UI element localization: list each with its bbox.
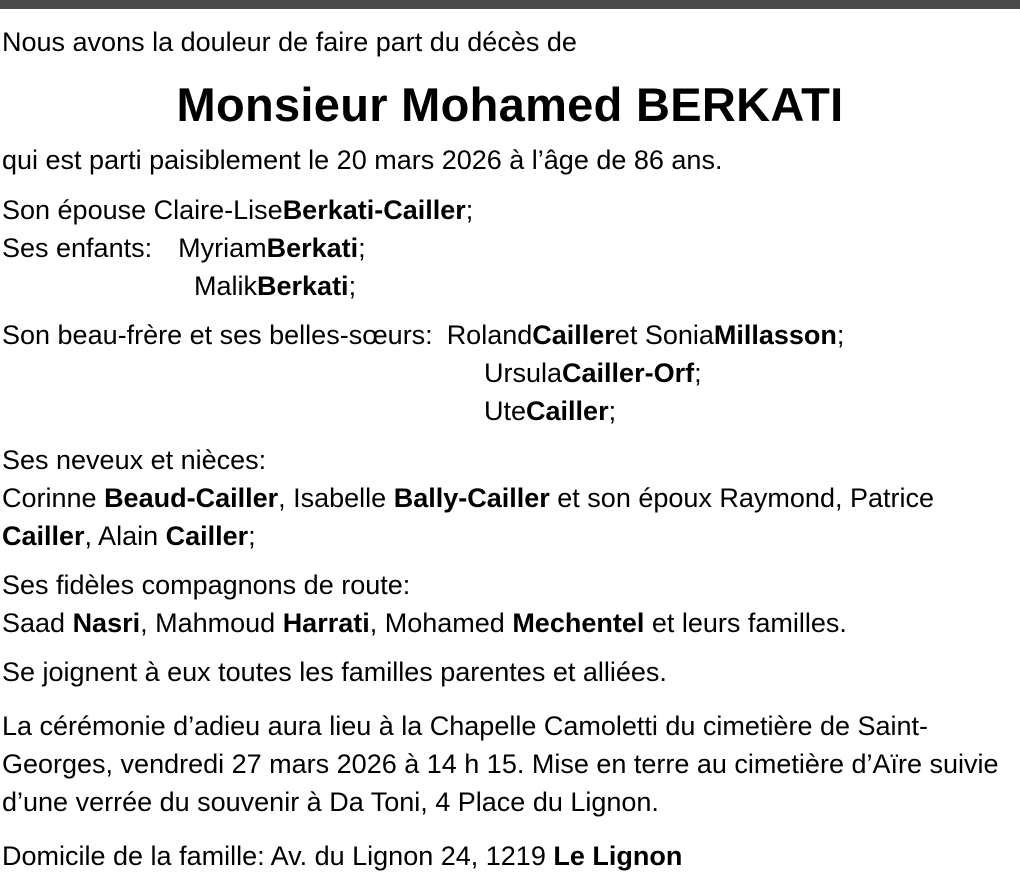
in-law-bold-1b: Millasson bbox=[713, 320, 837, 350]
in-law-pre-1: Roland bbox=[446, 320, 533, 350]
companions-text bbox=[2, 604, 1018, 642]
spouse-row bbox=[2, 191, 1018, 229]
child-last-name-1: Berkati bbox=[266, 233, 359, 263]
child-suffix-1: ; bbox=[358, 233, 366, 263]
in-law-bold-1a: Cailler bbox=[532, 320, 615, 350]
nephews-part-2: , Isabelle bbox=[278, 483, 394, 513]
intro-line: Nous avons la douleur de faire part du décès de bbox=[2, 27, 577, 57]
notice-body bbox=[0, 23, 1020, 875]
companions-block bbox=[2, 566, 1018, 642]
children-row-1 bbox=[2, 229, 1018, 267]
top-divider-rule bbox=[0, 0, 1020, 9]
children-label: Ses enfants: bbox=[2, 233, 153, 263]
in-law-suffix-3: ; bbox=[608, 396, 617, 426]
in-laws-block bbox=[2, 316, 1018, 430]
child-last-name-2: Berkati bbox=[257, 271, 349, 301]
in-laws-row-2 bbox=[2, 354, 1018, 392]
nephews-part-5: Cailler bbox=[2, 521, 85, 551]
in-law-pre-3: Ute bbox=[484, 396, 527, 426]
in-law-mid-1: et Sonia bbox=[614, 320, 714, 350]
passing-line: qui est parti paisiblement le 20 mars 2026 à l’âge de 86 ans. bbox=[2, 145, 723, 175]
in-laws-label: Son beau-frère et ses belles-sœurs: bbox=[2, 320, 433, 350]
children-row-2 bbox=[2, 267, 1018, 305]
nephews-part-7: Cailler bbox=[165, 521, 249, 551]
spouse-suffix: ; bbox=[465, 195, 474, 225]
in-law-suffix-2: ; bbox=[694, 358, 702, 388]
companions-part-0: Saad bbox=[2, 608, 73, 638]
in-laws-row-1 bbox=[2, 316, 1018, 354]
companions-part-4: , Mohamed bbox=[369, 608, 513, 638]
nephews-part-3: Bally-Cailler bbox=[393, 483, 550, 513]
child-first-name-2: Malik bbox=[194, 271, 258, 301]
families-line: Se joignent à eux toutes les familles parentes et alliées. bbox=[2, 657, 667, 687]
in-law-pre-2: Ursula bbox=[484, 358, 563, 388]
family-address-locality: Le Lignon bbox=[553, 841, 683, 871]
ceremony-paragraph: La cérémonie d’adieu aura lieu à la Chapelle Camoletti du cimetière de Saint-Georges, vendredi 27 mars 2026 à 14 h 15. Mise en terre au cimetière d’Aïre suivie d’une verrée du souvenir à Da Toni, 4 Place du Lignon. bbox=[2, 711, 999, 817]
child-first-name-1: Myriam bbox=[178, 233, 267, 263]
nephews-part-6: , Alain bbox=[84, 521, 166, 551]
spouse-name-bold: Berkati-Cailler bbox=[282, 195, 466, 225]
nephews-part-4: et son époux Raymond, Patrice bbox=[549, 483, 934, 513]
companions-part-3: Harrati bbox=[282, 608, 370, 638]
nephews-block bbox=[2, 441, 1018, 555]
companions-part-5: Mechentel bbox=[512, 608, 645, 638]
family-address-prefix: Domicile de la famille: Av. du Lignon 24, 1219 bbox=[2, 841, 554, 871]
spouse-name-plain: Claire-Lise bbox=[153, 195, 283, 225]
spouse-label: Son épouse bbox=[2, 195, 147, 225]
nephews-part-0: Corinne bbox=[2, 483, 105, 513]
in-law-suffix-1: ; bbox=[836, 320, 845, 350]
nephews-label: Ses neveux et nièces: bbox=[2, 445, 267, 475]
child-suffix-2: ; bbox=[348, 271, 357, 301]
spouse-block bbox=[2, 191, 1018, 305]
in-laws-row-3 bbox=[2, 392, 1018, 430]
in-law-bold-2a: Cailler-Orf bbox=[562, 358, 695, 388]
nephews-part-1: Beaud-Cailler bbox=[104, 483, 279, 513]
nephews-text bbox=[2, 479, 1018, 555]
family-address bbox=[2, 837, 1018, 875]
companions-part-1: Nasri bbox=[72, 608, 141, 638]
companions-part-2: , Mahmoud bbox=[140, 608, 283, 638]
deceased-name: Monsieur Mohamed BERKATI bbox=[176, 78, 844, 131]
companions-label: Ses fidèles compagnons de route: bbox=[2, 570, 411, 600]
in-law-bold-3a: Cailler bbox=[526, 396, 609, 426]
nephews-part-8: ; bbox=[248, 521, 256, 551]
companions-part-6: et leurs familles. bbox=[644, 608, 847, 638]
